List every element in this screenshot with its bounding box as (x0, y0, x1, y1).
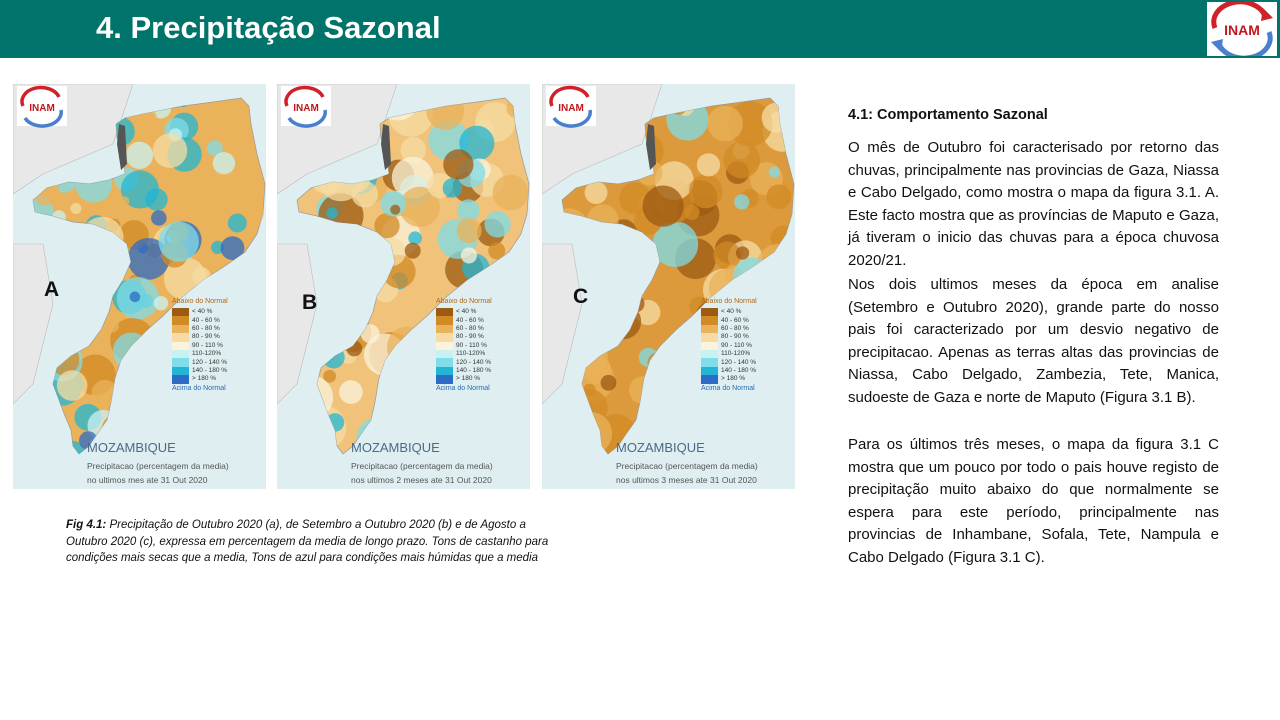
legend-item (436, 342, 528, 350)
legend-item (172, 316, 264, 324)
precipitation-map-b (277, 84, 530, 489)
figure-caption-label: Fig 4.1: (66, 519, 107, 531)
legend-item (701, 367, 793, 375)
legend-swatch (701, 367, 718, 375)
map-logo (17, 86, 67, 126)
legend-swatch (436, 350, 453, 358)
map-logo-text: INAM (293, 103, 319, 114)
legend-label: 90 - 110 % (721, 341, 752, 349)
legend-item (436, 358, 528, 366)
legend-label: 120 - 140 % (456, 358, 492, 366)
legend-label: 60 - 80 % (456, 324, 484, 332)
legend-swatch (701, 308, 718, 316)
legend-item (172, 308, 264, 316)
legend-label: 80 - 90 % (721, 333, 749, 341)
map-letter-a: A (44, 278, 60, 301)
legend-label: < 40 % (456, 308, 477, 316)
legend-label: 110-120% (192, 350, 222, 358)
map-logo (281, 86, 331, 126)
title-bar (0, 0, 1280, 58)
map-letter-b: B (302, 291, 318, 314)
paragraph-3: Para os últimos três meses, o mapa da figura 3.1 C mostra que um pouco por todo o pais houve registo de precipitação muito abaixo do que normalmente se espera para este período, principalmente nas provincias de Inhambane, Sofala, Tete, Nampula e Cabo Delgado (Figura 3.1 C). (848, 436, 1219, 566)
legend-label: 60 - 80 % (721, 324, 749, 332)
legend-item (701, 375, 793, 383)
legend-swatch (172, 333, 189, 341)
map-caption-line1: Precipitacao (percentagem da media) (616, 461, 758, 471)
legend-label: 110-120% (456, 350, 486, 358)
legend-label: > 180 % (192, 375, 217, 383)
legend-swatch (701, 333, 718, 341)
legend-swatch (172, 375, 189, 383)
legend-swatch (436, 308, 453, 316)
legend-item (701, 333, 793, 341)
legend-item (172, 342, 264, 350)
legend-item (172, 350, 264, 358)
legend-swatch (436, 333, 453, 341)
map-caption-line2: nos ultimos 3 meses ate 31 Out 2020 (616, 475, 757, 485)
map-logo-text: INAM (29, 103, 55, 114)
section-title: 4.1: Comportamento Sazonal (848, 107, 1048, 123)
legend-item (701, 350, 793, 358)
map-letter-c: C (573, 285, 589, 308)
figure-caption (66, 517, 556, 567)
legend-swatch (172, 342, 189, 350)
legend-label: 40 - 60 % (192, 316, 220, 324)
map-legend (172, 298, 264, 392)
legend-item (172, 325, 264, 333)
figure-caption-text: Precipitação de Outubro 2020 (a), de Setembro a Outubro 2020 (b) e de Agosto a Outubro 2020 (c), expressa em percentagem da media de longo prazo. Tons de castanho para condições mais secas que a media, Tons de azul para condições mais húmidas que a media (66, 519, 549, 564)
legend-label: > 180 % (721, 375, 746, 383)
legend-footer: Acima do Normal (701, 384, 755, 392)
legend-swatch (436, 375, 453, 383)
legend-label: < 40 % (192, 308, 213, 316)
legend-swatch (436, 316, 453, 324)
legend-label: < 40 % (721, 308, 742, 316)
legend-swatch (172, 358, 189, 366)
legend-title: Abaixo do Normal (436, 298, 492, 305)
legend-item (701, 342, 793, 350)
legend-label: 90 - 110 % (456, 341, 487, 349)
legend-swatch (436, 358, 453, 366)
legend-swatch (172, 325, 189, 333)
legend-label: 140 - 180 % (192, 366, 228, 374)
legend-title: Abaixo do Normal (701, 298, 757, 305)
map-logo (546, 86, 596, 126)
legend-swatch (701, 316, 718, 324)
legend-item (172, 375, 264, 383)
legend-swatch (701, 350, 718, 358)
country-label: MOZAMBIQUE (616, 440, 705, 455)
page-title: 4. Precipitação Sazonal (96, 10, 441, 45)
legend-label: 60 - 80 % (192, 324, 220, 332)
legend-footer: Acima do Normal (172, 384, 226, 392)
legend-label: 80 - 90 % (192, 333, 220, 341)
legend-item (436, 333, 528, 341)
legend-swatch (701, 342, 718, 350)
legend-item (701, 358, 793, 366)
paragraph-1: O mês de Outubro foi caracterisado por retorno das chuvas, principalmente nas provincias de Gaza, Niassa e Cabo Delgado, como mostra o mapa da figura 3.1. A. Este facto mostra que as províncias de Maputo e Gaza, já tiveram o inicio das chuvas para a época chuvosa 2020/21. (848, 139, 1219, 269)
map-logo-text: INAM (558, 103, 584, 114)
country-label: MOZAMBIQUE (351, 440, 440, 455)
legend-item (436, 308, 528, 316)
legend-swatch (172, 308, 189, 316)
legend-label: 120 - 140 % (192, 358, 228, 366)
legend-label: 120 - 140 % (721, 358, 757, 366)
map-caption-line2: no ultimos mes ate 31 Out 2020 (87, 475, 208, 485)
map-legend (701, 298, 793, 392)
legend-swatch (172, 316, 189, 324)
legend-swatch (436, 342, 453, 350)
legend-item (172, 358, 264, 366)
legend-item (701, 308, 793, 316)
legend-label: 140 - 180 % (721, 366, 757, 374)
map-caption-line1: Precipitacao (percentagem da media) (351, 461, 493, 471)
legend-swatch (172, 350, 189, 358)
legend-item (436, 316, 528, 324)
legend-label: 40 - 60 % (456, 316, 484, 324)
legend-swatch (701, 358, 718, 366)
legend-item (701, 316, 793, 324)
legend-item (172, 367, 264, 375)
legend-footer: Acima do Normal (436, 384, 490, 392)
map-legend (436, 298, 528, 392)
map-graphic (277, 84, 530, 489)
legend-label: 140 - 180 % (456, 366, 492, 374)
legend-item (436, 375, 528, 383)
country-label: MOZAMBIQUE (87, 440, 176, 455)
legend-label: 80 - 90 % (456, 333, 484, 341)
legend-label: > 180 % (456, 375, 481, 383)
legend-label: 110-120% (721, 350, 751, 358)
legend-label: 90 - 110 % (192, 341, 223, 349)
legend-item (172, 333, 264, 341)
legend-swatch (701, 375, 718, 383)
legend-label: 40 - 60 % (721, 316, 749, 324)
logo-text: INAM (1224, 22, 1260, 38)
paragraph-2: Nos dois ultimos meses da época em analise (Setembro e Outubro 2020), grande parte do nosso pais foi caracterizado por um desvio negativo de precipitacao. Apenas as terras altas das provincias de Niassa, Cabo Delgado, Zambezia, Tete, Manica, sudoeste de Gaza e norte de Maputo (Figura 3.1 B). (848, 276, 1219, 406)
map-caption-line2: nos ultimos 2 meses ate 31 Out 2020 (351, 475, 492, 485)
inam-logo (1207, 2, 1277, 56)
legend-title: Abaixo do Normal (172, 298, 228, 305)
legend-item (701, 325, 793, 333)
legend-item (436, 350, 528, 358)
legend-swatch (436, 325, 453, 333)
legend-item (436, 367, 528, 375)
legend-swatch (436, 367, 453, 375)
map-caption-line1: Precipitacao (percentagem da media) (87, 461, 229, 471)
legend-item (436, 325, 528, 333)
legend-swatch (701, 325, 718, 333)
legend-swatch (172, 367, 189, 375)
